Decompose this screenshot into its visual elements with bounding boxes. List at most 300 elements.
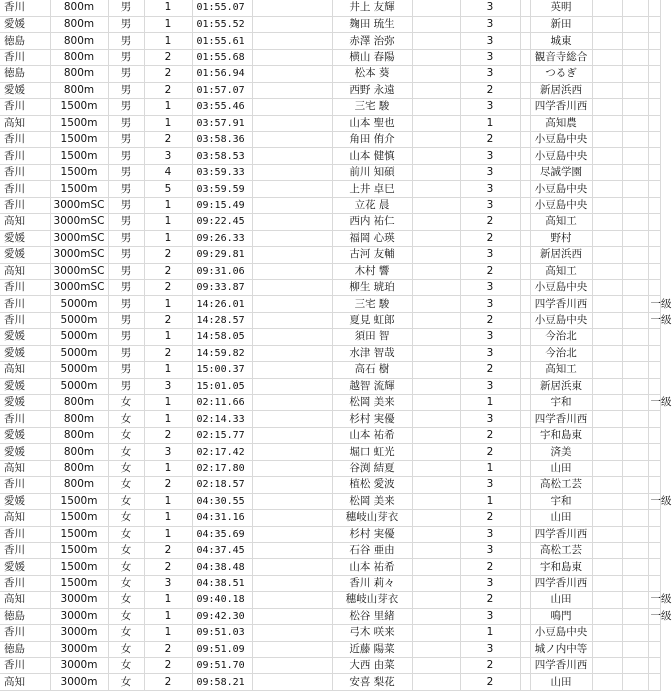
note-cell[interactable] bbox=[648, 33, 660, 49]
note-cell[interactable] bbox=[648, 444, 660, 460]
empty-cell[interactable] bbox=[520, 460, 530, 476]
empty-cell[interactable] bbox=[520, 263, 530, 279]
time-cell[interactable]: 02:17.80 bbox=[192, 460, 252, 476]
sex-cell[interactable]: 男 bbox=[108, 296, 144, 312]
note-cell[interactable] bbox=[648, 66, 660, 82]
empty-cell[interactable] bbox=[622, 279, 648, 295]
athlete-name-cell[interactable]: 山本 祐希 bbox=[332, 559, 412, 575]
empty-cell[interactable] bbox=[412, 329, 460, 345]
time-cell[interactable]: 14:28.57 bbox=[192, 312, 252, 328]
empty-cell[interactable] bbox=[592, 132, 622, 148]
rank-cell[interactable]: 1 bbox=[144, 395, 192, 411]
prefecture-cell[interactable]: 高知 bbox=[0, 214, 50, 230]
athlete-name-cell[interactable]: 谷渕 結夏 bbox=[332, 460, 412, 476]
empty-cell[interactable] bbox=[412, 362, 460, 378]
empty-cell[interactable] bbox=[622, 296, 648, 312]
prefecture-cell[interactable]: 香川 bbox=[0, 411, 50, 427]
empty-cell[interactable] bbox=[412, 526, 460, 542]
grade-cell[interactable]: 2 bbox=[460, 427, 520, 443]
empty-cell[interactable] bbox=[412, 510, 460, 526]
empty-cell[interactable] bbox=[622, 411, 648, 427]
time-cell[interactable]: 02:11.66 bbox=[192, 395, 252, 411]
empty-cell[interactable] bbox=[520, 181, 530, 197]
sex-cell[interactable]: 男 bbox=[108, 230, 144, 246]
prefecture-cell[interactable]: 高知 bbox=[0, 460, 50, 476]
note-cell[interactable]: 一级 bbox=[648, 608, 660, 624]
empty-cell[interactable] bbox=[622, 263, 648, 279]
empty-cell[interactable] bbox=[622, 49, 648, 65]
event-cell[interactable]: 1500m bbox=[50, 510, 108, 526]
note-cell[interactable] bbox=[648, 345, 660, 361]
prefecture-cell[interactable]: 愛媛 bbox=[0, 395, 50, 411]
time-cell[interactable]: 03:55.46 bbox=[192, 99, 252, 115]
sex-cell[interactable]: 女 bbox=[108, 559, 144, 575]
time-cell[interactable]: 03:57.91 bbox=[192, 115, 252, 131]
empty-cell[interactable] bbox=[592, 148, 622, 164]
rank-cell[interactable]: 5 bbox=[144, 181, 192, 197]
note-cell[interactable]: 一级 bbox=[648, 395, 660, 411]
empty-cell[interactable] bbox=[520, 411, 530, 427]
athlete-name-cell[interactable]: 立花 晨 bbox=[332, 197, 412, 213]
empty-cell[interactable] bbox=[412, 214, 460, 230]
empty-cell[interactable] bbox=[592, 411, 622, 427]
time-cell[interactable]: 03:59.33 bbox=[192, 164, 252, 180]
empty-cell[interactable] bbox=[252, 625, 332, 641]
empty-cell[interactable] bbox=[412, 674, 460, 690]
athlete-name-cell[interactable]: 安喜 梨花 bbox=[332, 674, 412, 690]
time-cell[interactable]: 01:55.68 bbox=[192, 49, 252, 65]
empty-cell[interactable] bbox=[252, 674, 332, 690]
note-cell[interactable] bbox=[648, 263, 660, 279]
empty-cell[interactable] bbox=[520, 49, 530, 65]
time-cell[interactable]: 04:38.51 bbox=[192, 575, 252, 591]
empty-cell[interactable] bbox=[412, 164, 460, 180]
note-cell[interactable] bbox=[648, 279, 660, 295]
empty-cell[interactable] bbox=[520, 296, 530, 312]
athlete-name-cell[interactable]: 横山 春陽 bbox=[332, 49, 412, 65]
time-cell[interactable]: 09:29.81 bbox=[192, 247, 252, 263]
rank-cell[interactable]: 1 bbox=[144, 411, 192, 427]
athlete-name-cell[interactable]: 須田 智 bbox=[332, 329, 412, 345]
empty-cell[interactable] bbox=[412, 247, 460, 263]
time-cell[interactable]: 02:18.57 bbox=[192, 477, 252, 493]
prefecture-cell[interactable]: 愛媛 bbox=[0, 493, 50, 509]
empty-cell[interactable] bbox=[412, 658, 460, 674]
event-cell[interactable]: 1500m bbox=[50, 115, 108, 131]
empty-cell[interactable] bbox=[252, 378, 332, 394]
school-cell[interactable]: 高知農 bbox=[530, 115, 592, 131]
empty-cell[interactable] bbox=[520, 395, 530, 411]
empty-cell[interactable] bbox=[622, 592, 648, 608]
note-cell[interactable] bbox=[648, 362, 660, 378]
school-cell[interactable]: 英明 bbox=[530, 0, 592, 16]
empty-cell[interactable] bbox=[622, 625, 648, 641]
rank-cell[interactable]: 2 bbox=[144, 345, 192, 361]
school-cell[interactable]: 済美 bbox=[530, 444, 592, 460]
note-cell[interactable] bbox=[648, 99, 660, 115]
grade-cell[interactable]: 2 bbox=[460, 263, 520, 279]
school-cell[interactable]: 新居浜西 bbox=[530, 247, 592, 263]
event-cell[interactable]: 1500m bbox=[50, 148, 108, 164]
school-cell[interactable]: 小豆島中央 bbox=[530, 148, 592, 164]
empty-cell[interactable] bbox=[252, 0, 332, 16]
empty-cell[interactable] bbox=[592, 542, 622, 558]
sex-cell[interactable]: 女 bbox=[108, 493, 144, 509]
sex-cell[interactable]: 女 bbox=[108, 510, 144, 526]
prefecture-cell[interactable]: 香川 bbox=[0, 132, 50, 148]
time-cell[interactable]: 03:59.59 bbox=[192, 181, 252, 197]
empty-cell[interactable] bbox=[252, 427, 332, 443]
rank-cell[interactable]: 1 bbox=[144, 16, 192, 32]
prefecture-cell[interactable]: 徳島 bbox=[0, 608, 50, 624]
empty-cell[interactable] bbox=[412, 16, 460, 32]
note-cell[interactable] bbox=[648, 526, 660, 542]
grade-cell[interactable]: 3 bbox=[460, 181, 520, 197]
rank-cell[interactable]: 2 bbox=[144, 542, 192, 558]
prefecture-cell[interactable]: 香川 bbox=[0, 312, 50, 328]
time-cell[interactable]: 09:22.45 bbox=[192, 214, 252, 230]
rank-cell[interactable]: 1 bbox=[144, 460, 192, 476]
empty-cell[interactable] bbox=[252, 460, 332, 476]
time-cell[interactable]: 09:31.06 bbox=[192, 263, 252, 279]
event-cell[interactable]: 800m bbox=[50, 395, 108, 411]
school-cell[interactable]: 小豆島中央 bbox=[530, 132, 592, 148]
empty-cell[interactable] bbox=[592, 378, 622, 394]
rank-cell[interactable]: 2 bbox=[144, 66, 192, 82]
school-cell[interactable]: 四学香川西 bbox=[530, 575, 592, 591]
time-cell[interactable]: 09:51.09 bbox=[192, 641, 252, 657]
time-cell[interactable]: 04:31.16 bbox=[192, 510, 252, 526]
time-cell[interactable]: 02:17.42 bbox=[192, 444, 252, 460]
empty-cell[interactable] bbox=[252, 263, 332, 279]
empty-cell[interactable] bbox=[592, 641, 622, 657]
empty-cell[interactable] bbox=[520, 82, 530, 98]
prefecture-cell[interactable]: 高知 bbox=[0, 592, 50, 608]
rank-cell[interactable]: 2 bbox=[144, 263, 192, 279]
empty-cell[interactable] bbox=[520, 230, 530, 246]
empty-cell[interactable] bbox=[412, 559, 460, 575]
event-cell[interactable]: 800m bbox=[50, 0, 108, 16]
grade-cell[interactable]: 1 bbox=[460, 115, 520, 131]
empty-cell[interactable] bbox=[622, 115, 648, 131]
athlete-name-cell[interactable]: 大西 由菜 bbox=[332, 658, 412, 674]
empty-cell[interactable] bbox=[252, 148, 332, 164]
athlete-name-cell[interactable]: 松岡 美来 bbox=[332, 395, 412, 411]
school-cell[interactable]: 小豆島中央 bbox=[530, 625, 592, 641]
rank-cell[interactable]: 2 bbox=[144, 132, 192, 148]
empty-cell[interactable] bbox=[520, 641, 530, 657]
prefecture-cell[interactable]: 高知 bbox=[0, 674, 50, 690]
school-cell[interactable]: 宇和島東 bbox=[530, 559, 592, 575]
empty-cell[interactable] bbox=[592, 214, 622, 230]
prefecture-cell[interactable]: 愛媛 bbox=[0, 82, 50, 98]
athlete-name-cell[interactable]: 西野 永遠 bbox=[332, 82, 412, 98]
empty-cell[interactable] bbox=[592, 625, 622, 641]
empty-cell[interactable] bbox=[592, 230, 622, 246]
empty-cell[interactable] bbox=[622, 378, 648, 394]
empty-cell[interactable] bbox=[252, 82, 332, 98]
empty-cell[interactable] bbox=[412, 477, 460, 493]
empty-cell[interactable] bbox=[412, 575, 460, 591]
empty-cell[interactable] bbox=[622, 575, 648, 591]
empty-cell[interactable] bbox=[592, 115, 622, 131]
note-cell[interactable] bbox=[648, 49, 660, 65]
empty-cell[interactable] bbox=[592, 197, 622, 213]
athlete-name-cell[interactable]: 香川 莉々 bbox=[332, 575, 412, 591]
empty-cell[interactable] bbox=[520, 477, 530, 493]
grade-cell[interactable]: 3 bbox=[460, 247, 520, 263]
note-cell[interactable] bbox=[648, 477, 660, 493]
event-cell[interactable]: 3000mSC bbox=[50, 214, 108, 230]
sex-cell[interactable]: 女 bbox=[108, 460, 144, 476]
rank-cell[interactable]: 1 bbox=[144, 526, 192, 542]
prefecture-cell[interactable]: 愛媛 bbox=[0, 559, 50, 575]
prefecture-cell[interactable]: 香川 bbox=[0, 0, 50, 16]
empty-cell[interactable] bbox=[622, 510, 648, 526]
empty-cell[interactable] bbox=[252, 132, 332, 148]
sex-cell[interactable]: 女 bbox=[108, 592, 144, 608]
athlete-name-cell[interactable]: 麹田 琉生 bbox=[332, 16, 412, 32]
prefecture-cell[interactable]: 香川 bbox=[0, 99, 50, 115]
note-cell[interactable] bbox=[648, 197, 660, 213]
athlete-name-cell[interactable]: 井上 友輝 bbox=[332, 0, 412, 16]
empty-cell[interactable] bbox=[520, 312, 530, 328]
time-cell[interactable]: 01:55.07 bbox=[192, 0, 252, 16]
grade-cell[interactable]: 3 bbox=[460, 378, 520, 394]
rank-cell[interactable]: 2 bbox=[144, 279, 192, 295]
rank-cell[interactable]: 3 bbox=[144, 575, 192, 591]
grade-cell[interactable]: 3 bbox=[460, 279, 520, 295]
empty-cell[interactable] bbox=[252, 99, 332, 115]
sex-cell[interactable]: 男 bbox=[108, 66, 144, 82]
grade-cell[interactable]: 1 bbox=[460, 493, 520, 509]
empty-cell[interactable] bbox=[592, 526, 622, 542]
empty-cell[interactable] bbox=[592, 345, 622, 361]
sex-cell[interactable]: 女 bbox=[108, 477, 144, 493]
empty-cell[interactable] bbox=[252, 66, 332, 82]
empty-cell[interactable] bbox=[622, 427, 648, 443]
note-cell[interactable] bbox=[648, 132, 660, 148]
prefecture-cell[interactable]: 香川 bbox=[0, 575, 50, 591]
empty-cell[interactable] bbox=[622, 82, 648, 98]
note-cell[interactable] bbox=[648, 559, 660, 575]
empty-cell[interactable] bbox=[252, 411, 332, 427]
school-cell[interactable]: 宇和 bbox=[530, 395, 592, 411]
empty-cell[interactable] bbox=[252, 510, 332, 526]
empty-cell[interactable] bbox=[622, 132, 648, 148]
grade-cell[interactable]: 3 bbox=[460, 148, 520, 164]
school-cell[interactable]: 高松工芸 bbox=[530, 542, 592, 558]
empty-cell[interactable] bbox=[520, 148, 530, 164]
empty-cell[interactable] bbox=[592, 247, 622, 263]
school-cell[interactable]: 今治北 bbox=[530, 329, 592, 345]
note-cell[interactable] bbox=[648, 230, 660, 246]
sex-cell[interactable]: 男 bbox=[108, 132, 144, 148]
empty-cell[interactable] bbox=[622, 16, 648, 32]
rank-cell[interactable]: 1 bbox=[144, 33, 192, 49]
sex-cell[interactable]: 女 bbox=[108, 641, 144, 657]
empty-cell[interactable] bbox=[252, 542, 332, 558]
empty-cell[interactable] bbox=[592, 658, 622, 674]
grade-cell[interactable]: 2 bbox=[460, 674, 520, 690]
empty-cell[interactable] bbox=[622, 477, 648, 493]
sex-cell[interactable]: 男 bbox=[108, 247, 144, 263]
event-cell[interactable]: 800m bbox=[50, 477, 108, 493]
empty-cell[interactable] bbox=[592, 296, 622, 312]
empty-cell[interactable] bbox=[252, 559, 332, 575]
empty-cell[interactable] bbox=[520, 493, 530, 509]
empty-cell[interactable] bbox=[622, 559, 648, 575]
empty-cell[interactable] bbox=[520, 247, 530, 263]
empty-cell[interactable] bbox=[622, 345, 648, 361]
empty-cell[interactable] bbox=[412, 641, 460, 657]
empty-cell[interactable] bbox=[622, 460, 648, 476]
sex-cell[interactable]: 女 bbox=[108, 444, 144, 460]
empty-cell[interactable] bbox=[622, 247, 648, 263]
note-cell[interactable]: 一级 bbox=[648, 312, 660, 328]
school-cell[interactable]: 高松工芸 bbox=[530, 477, 592, 493]
rank-cell[interactable]: 3 bbox=[144, 444, 192, 460]
rank-cell[interactable]: 1 bbox=[144, 592, 192, 608]
sex-cell[interactable]: 男 bbox=[108, 49, 144, 65]
empty-cell[interactable] bbox=[520, 99, 530, 115]
empty-cell[interactable] bbox=[412, 33, 460, 49]
empty-cell[interactable] bbox=[520, 559, 530, 575]
prefecture-cell[interactable]: 高知 bbox=[0, 510, 50, 526]
empty-cell[interactable] bbox=[622, 444, 648, 460]
empty-cell[interactable] bbox=[520, 444, 530, 460]
note-cell[interactable] bbox=[648, 82, 660, 98]
empty-cell[interactable] bbox=[622, 395, 648, 411]
school-cell[interactable]: 新田 bbox=[530, 16, 592, 32]
prefecture-cell[interactable]: 愛媛 bbox=[0, 329, 50, 345]
prefecture-cell[interactable]: 香川 bbox=[0, 477, 50, 493]
sex-cell[interactable]: 男 bbox=[108, 279, 144, 295]
empty-cell[interactable] bbox=[592, 329, 622, 345]
time-cell[interactable]: 03:58.36 bbox=[192, 132, 252, 148]
event-cell[interactable]: 1500m bbox=[50, 99, 108, 115]
rank-cell[interactable]: 2 bbox=[144, 247, 192, 263]
sex-cell[interactable]: 女 bbox=[108, 608, 144, 624]
event-cell[interactable]: 1500m bbox=[50, 559, 108, 575]
prefecture-cell[interactable]: 愛媛 bbox=[0, 345, 50, 361]
school-cell[interactable]: 新居浜東 bbox=[530, 378, 592, 394]
empty-cell[interactable] bbox=[412, 444, 460, 460]
school-cell[interactable]: 高知工 bbox=[530, 263, 592, 279]
sex-cell[interactable]: 男 bbox=[108, 33, 144, 49]
empty-cell[interactable] bbox=[520, 115, 530, 131]
empty-cell[interactable] bbox=[520, 427, 530, 443]
sex-cell[interactable]: 男 bbox=[108, 148, 144, 164]
time-cell[interactable]: 14:59.82 bbox=[192, 345, 252, 361]
empty-cell[interactable] bbox=[520, 526, 530, 542]
athlete-name-cell[interactable]: 木村 響 bbox=[332, 263, 412, 279]
rank-cell[interactable]: 2 bbox=[144, 559, 192, 575]
school-cell[interactable]: 小豆島中央 bbox=[530, 312, 592, 328]
prefecture-cell[interactable]: 高知 bbox=[0, 115, 50, 131]
time-cell[interactable]: 02:15.77 bbox=[192, 427, 252, 443]
rank-cell[interactable]: 2 bbox=[144, 477, 192, 493]
sex-cell[interactable]: 女 bbox=[108, 575, 144, 591]
empty-cell[interactable] bbox=[592, 427, 622, 443]
athlete-name-cell[interactable]: 弓木 咲来 bbox=[332, 625, 412, 641]
athlete-name-cell[interactable]: 柳生 琥珀 bbox=[332, 279, 412, 295]
event-cell[interactable]: 3000mSC bbox=[50, 247, 108, 263]
empty-cell[interactable] bbox=[592, 49, 622, 65]
grade-cell[interactable]: 2 bbox=[460, 510, 520, 526]
rank-cell[interactable]: 1 bbox=[144, 214, 192, 230]
rank-cell[interactable]: 3 bbox=[144, 148, 192, 164]
grade-cell[interactable]: 3 bbox=[460, 164, 520, 180]
event-cell[interactable]: 3000m bbox=[50, 658, 108, 674]
empty-cell[interactable] bbox=[412, 411, 460, 427]
rank-cell[interactable]: 1 bbox=[144, 625, 192, 641]
empty-cell[interactable] bbox=[592, 444, 622, 460]
empty-cell[interactable] bbox=[592, 181, 622, 197]
prefecture-cell[interactable]: 香川 bbox=[0, 542, 50, 558]
note-cell[interactable]: 一级 bbox=[648, 493, 660, 509]
sex-cell[interactable]: 男 bbox=[108, 345, 144, 361]
athlete-name-cell[interactable]: 杉村 実優 bbox=[332, 411, 412, 427]
empty-cell[interactable] bbox=[592, 33, 622, 49]
time-cell[interactable]: 01:57.07 bbox=[192, 82, 252, 98]
note-cell[interactable] bbox=[648, 0, 660, 16]
prefecture-cell[interactable]: 愛媛 bbox=[0, 444, 50, 460]
school-cell[interactable]: つるぎ bbox=[530, 66, 592, 82]
empty-cell[interactable] bbox=[412, 0, 460, 16]
time-cell[interactable]: 04:35.69 bbox=[192, 526, 252, 542]
event-cell[interactable]: 5000m bbox=[50, 329, 108, 345]
rank-cell[interactable]: 1 bbox=[144, 608, 192, 624]
event-cell[interactable]: 3000m bbox=[50, 608, 108, 624]
empty-cell[interactable] bbox=[592, 263, 622, 279]
event-cell[interactable]: 800m bbox=[50, 444, 108, 460]
note-cell[interactable] bbox=[648, 658, 660, 674]
note-cell[interactable] bbox=[648, 641, 660, 657]
grade-cell[interactable]: 3 bbox=[460, 33, 520, 49]
grade-cell[interactable]: 2 bbox=[460, 230, 520, 246]
sex-cell[interactable]: 女 bbox=[108, 395, 144, 411]
school-cell[interactable]: 高知工 bbox=[530, 214, 592, 230]
empty-cell[interactable] bbox=[252, 49, 332, 65]
note-cell[interactable] bbox=[648, 674, 660, 690]
empty-cell[interactable] bbox=[252, 608, 332, 624]
rank-cell[interactable]: 2 bbox=[144, 312, 192, 328]
athlete-name-cell[interactable]: 前川 知碩 bbox=[332, 164, 412, 180]
note-cell[interactable] bbox=[648, 625, 660, 641]
empty-cell[interactable] bbox=[592, 510, 622, 526]
empty-cell[interactable] bbox=[412, 99, 460, 115]
grade-cell[interactable]: 2 bbox=[460, 214, 520, 230]
time-cell[interactable]: 04:30.55 bbox=[192, 493, 252, 509]
sex-cell[interactable]: 男 bbox=[108, 181, 144, 197]
empty-cell[interactable] bbox=[520, 658, 530, 674]
empty-cell[interactable] bbox=[622, 33, 648, 49]
event-cell[interactable]: 1500m bbox=[50, 575, 108, 591]
empty-cell[interactable] bbox=[252, 493, 332, 509]
athlete-name-cell[interactable]: 夏見 虹郎 bbox=[332, 312, 412, 328]
empty-cell[interactable] bbox=[412, 148, 460, 164]
empty-cell[interactable] bbox=[252, 362, 332, 378]
empty-cell[interactable] bbox=[622, 148, 648, 164]
time-cell[interactable]: 01:55.52 bbox=[192, 16, 252, 32]
school-cell[interactable]: 新居浜西 bbox=[530, 82, 592, 98]
empty-cell[interactable] bbox=[520, 345, 530, 361]
note-cell[interactable] bbox=[648, 164, 660, 180]
grade-cell[interactable]: 2 bbox=[460, 312, 520, 328]
empty-cell[interactable] bbox=[412, 263, 460, 279]
empty-cell[interactable] bbox=[412, 132, 460, 148]
